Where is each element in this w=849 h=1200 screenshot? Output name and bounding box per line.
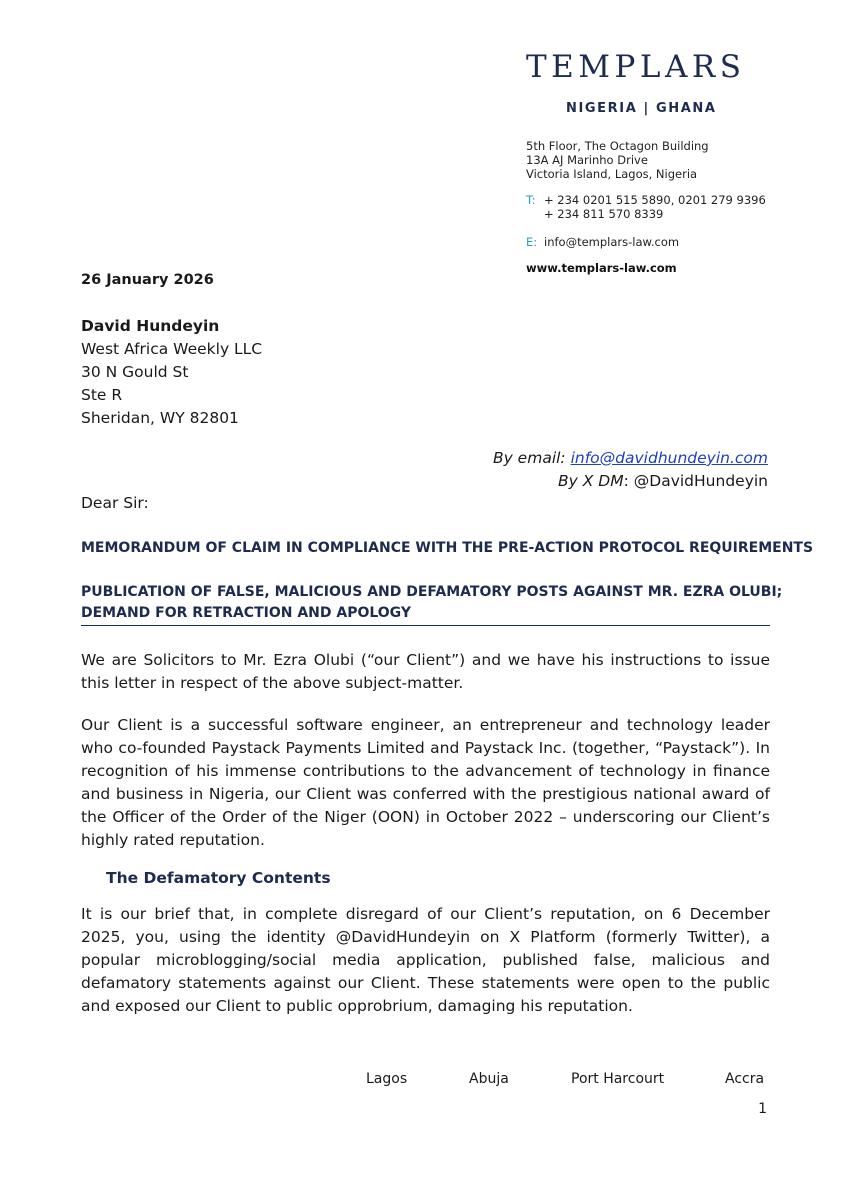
firm-regions: NIGERIA | GHANA bbox=[566, 101, 717, 116]
office-lagos: Lagos bbox=[366, 1071, 408, 1087]
office-port-harcourt: Port Harcourt bbox=[571, 1071, 665, 1087]
recipient-line: West Africa Weekly LLC bbox=[81, 340, 263, 358]
phone-number-2: + 234 811 570 8339 bbox=[544, 207, 664, 221]
email-address[interactable]: info@templars-law.com bbox=[544, 235, 680, 249]
firm-address bbox=[526, 139, 709, 181]
firm-email bbox=[526, 235, 679, 249]
paragraph-intro: We are Solicitors to Mr. Ezra Olubi (“our Client”) and we have his instructions to issue this letter in respect of the above subject-matter. bbox=[81, 651, 770, 692]
memo-heading: MEMORANDUM OF CLAIM IN COMPLIANCE WITH THE PRE-ACTION PROTOCOL REQUIREMENTS bbox=[81, 540, 814, 556]
recipient-line: 30 N Gould St bbox=[81, 363, 189, 381]
firm-website[interactable]: www.templars-law.com bbox=[526, 261, 677, 275]
x-handle: : @DavidHundeyin bbox=[623, 472, 768, 490]
salutation: Dear Sir: bbox=[81, 494, 149, 512]
office-abuja: Abuja bbox=[469, 1071, 509, 1087]
recipient-line: Sheridan, WY 82801 bbox=[81, 409, 239, 427]
email-label: E: bbox=[526, 235, 538, 249]
address-line: Victoria Island, Lagos, Nigeria bbox=[526, 167, 698, 181]
recipient-name: David Hundeyin bbox=[81, 317, 220, 335]
office-accra: Accra bbox=[725, 1071, 765, 1087]
phone-label: T: bbox=[526, 193, 536, 207]
address-line: 5th Floor, The Octagon Building bbox=[526, 139, 709, 153]
recipient-address bbox=[81, 315, 262, 430]
subject-line: PUBLICATION OF FALSE, MALICIOUS AND DEFAMATORY POSTS AGAINST MR. EZRA OLUBI; bbox=[81, 584, 783, 600]
by-dm-label: By X DM bbox=[558, 472, 624, 490]
phone-number-1: + 234 0201 515 5890, 0201 279 9396 bbox=[544, 193, 766, 207]
subject-line: DEMAND FOR RETRACTION AND APOLOGY bbox=[81, 605, 412, 621]
heading-divider bbox=[81, 625, 770, 626]
firm-logo: TEMPLARS bbox=[526, 49, 746, 85]
subject-heading bbox=[81, 582, 782, 624]
paragraph-client-background: Our Client is a successful software engineer, an entrepreneur and technology leader who co-founded Paystack Payments Limited and Paystack Inc. (together, “Paystack”). In recognition of his immense contributions to the advancement of technology in finance and business in Nigeria, our Client was conferred with the prestigious national award of the Officer of the Order of the Niger (OON) in October 2022 – underscoring our Client’s highly rated reputation. bbox=[81, 716, 770, 849]
page-number: 1 bbox=[758, 1101, 767, 1117]
recipient-email-link[interactable]: info@davidhundeyin.com bbox=[570, 449, 768, 467]
delivery-method bbox=[493, 447, 768, 493]
by-email-label: By email: bbox=[492, 449, 566, 467]
firm-phone bbox=[526, 193, 766, 221]
letter-date: 26 January 2026 bbox=[81, 272, 214, 288]
recipient-line: Ste R bbox=[81, 386, 123, 404]
section-heading: The Defamatory Contents bbox=[106, 869, 331, 887]
address-line: 13A AJ Marinho Drive bbox=[526, 153, 648, 167]
paragraph-defamation: It is our brief that, in complete disregard of our Client’s reputation, on 6 December 2025, you, using the identity @DavidHundeyin on X Platform (formerly Twitter), a popular microblogging/social media application, published false, malicious and defamatory statements against our Client. These statements were open to the public and exposed our Client to public opprobrium, damaging his reputation. bbox=[81, 905, 770, 1015]
